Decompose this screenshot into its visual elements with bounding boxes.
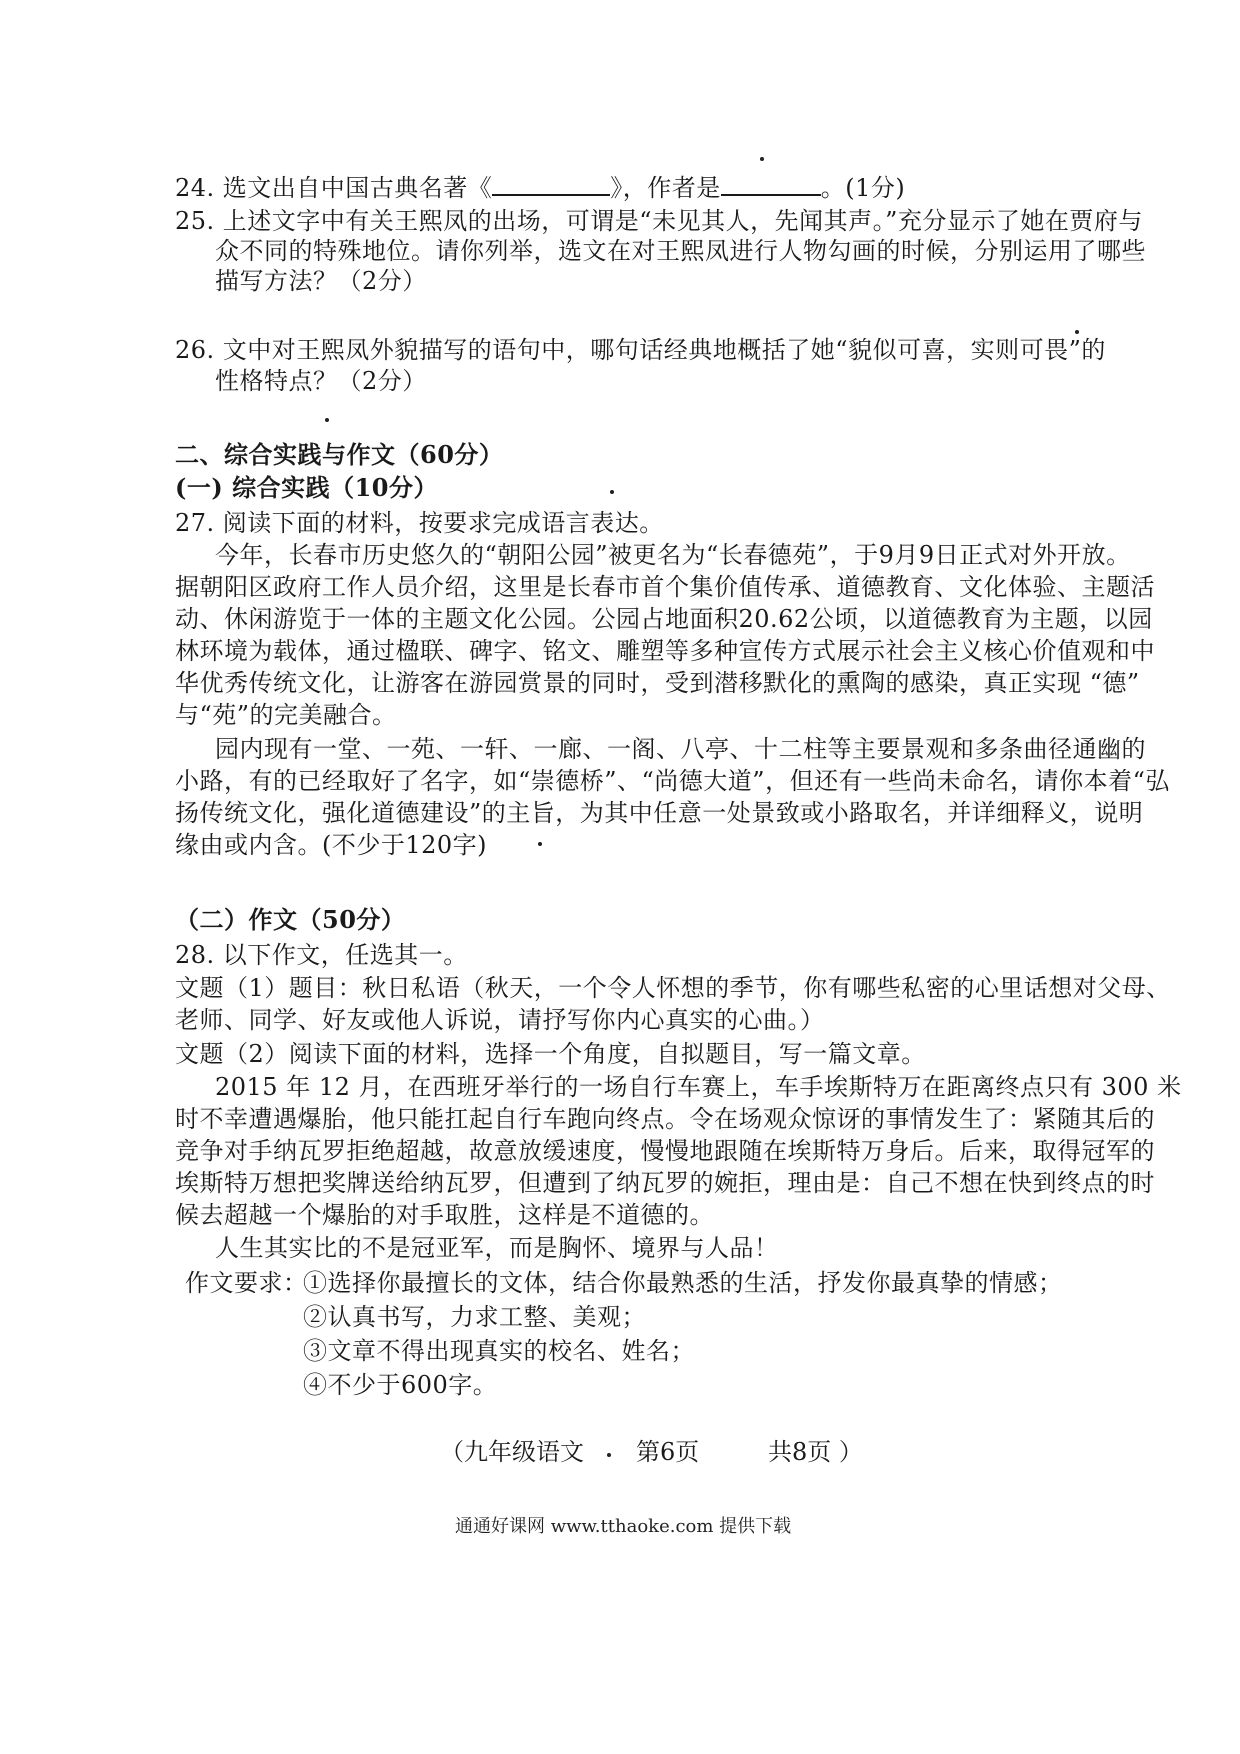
footer-subject: （九年级语文 (440, 1438, 584, 1466)
question-27-p2-line-3: 扬传统文化，强化道德建设”的主旨，为其中任意一处景致或小路取名，并详细释义，说明 (175, 799, 1144, 827)
answer-blank-book (492, 172, 610, 196)
question-26-line-2: 性格特点？（2分） (215, 367, 427, 395)
scan-speck (325, 418, 329, 422)
material-line-5: 候去超越一个爆胎的对手取胜，这样是不道德的。 (175, 1201, 714, 1229)
question-25-line-3: 描写方法？（2分） (215, 267, 427, 295)
material-line-4: 埃斯特万想把奖牌送给纳瓦罗，但遭到了纳瓦罗的婉拒，理由是：自己不想在快到终点的时 (175, 1169, 1155, 1197)
material-line-1: 2015 年 12 月，在西班牙举行的一场自行车赛上，车手埃斯特万在距离终点只有 300 米 (215, 1073, 1182, 1101)
requirement-1: ①选择你最擅长的文体，结合你最熟悉的生活，抒发你最真挚的情感； (303, 1269, 1063, 1297)
question-25-line-1: 25. 上述文字中有关王熙凤的出场，可谓是“未见其人，先闻其声。”充分显示了她在贾府与 (175, 207, 1143, 235)
requirement-2: ②认真书写，力求工整、美观； (303, 1303, 646, 1331)
material-line-6: 人生其实比的不是冠亚军，而是胸怀、境界与人品！ (215, 1234, 779, 1262)
question-27-p1-line-3: 动、休闲游览于一体的主题文化公园。公园占地面积20.62公顷，以道德教育为主题，以园 (175, 605, 1153, 633)
footer-total-pages: 共8页 ） (768, 1438, 863, 1466)
question-27-p2-line-4: 缘由或内含。(不少于120字) (175, 831, 488, 859)
watermark: 通通好课网 www.tthaoke.com 提供下载 (455, 1516, 792, 1537)
requirements-label: 作文要求： (185, 1269, 308, 1297)
question-27-prompt: 27. 阅读下面的材料，按要求完成语言表达。 (175, 509, 664, 537)
scan-speck (610, 490, 614, 494)
topic-1-line-2: 老师、同学、好友或他人诉说，请抒写你内心真实的心曲。） (175, 1006, 825, 1034)
answer-blank-author (721, 172, 821, 196)
question-27-p2-line-2: 小路，有的已经取好了名字，如“崇德桥”、“尚德大道”，但还有一些尚未命名，请你本着“弘 (175, 767, 1170, 795)
material-line-3: 竞争对手纳瓦罗拒绝超越，故意放缓速度，慢慢地跟随在埃斯特万身后。后来，取得冠军的 (175, 1137, 1155, 1165)
scan-speck (607, 1453, 611, 1457)
question-24 (175, 172, 905, 203)
question-27-p2-line-1: 园内现有一堂、一苑、一轩、一廊、一阁、八亭、十二柱等主要景观和多条曲径通幽的 (215, 735, 1146, 763)
question-27-p1-line-5: 华优秀传统文化，让游客在游园赏景的同时，受到潜移默化的熏陶的感染，真正实现 “德” (175, 669, 1140, 697)
scan-speck (1075, 330, 1079, 334)
question-24-mid: 》，作者是 (610, 174, 721, 202)
question-24-suffix: 。(1分) (820, 174, 906, 202)
part-2-title: （二）作文（50分） (175, 905, 406, 934)
question-27-p1-line-2: 据朝阳区政府工作人员介绍，这里是长春市首个集价值传承、道德教育、文化体验、主题活 (175, 573, 1155, 601)
question-27-p1-line-4: 林环境为载体，通过楹联、碑字、铭文、雕塑等多种宣传方式展示社会主义核心价值观和中 (175, 637, 1155, 665)
part-1-title: (一) 综合实践（10分） (175, 473, 438, 502)
requirement-3: ③文章不得出现真实的校名、姓名； (303, 1337, 695, 1365)
topic-1-line-1: 文题（1）题目：秋日私语（秋天，一个令人怀想的季节，你有哪些私密的心里话想对父母、 (175, 974, 1171, 1002)
material-line-2: 时不幸遭遇爆胎，他只能扛起自行车跑向终点。令在场观众惊讶的事情发生了：紧随其后的 (175, 1105, 1155, 1133)
scan-speck (760, 157, 764, 161)
question-28-prompt: 28. 以下作文，任选其一。 (175, 941, 468, 969)
topic-2-line-1: 文题（2）阅读下面的材料，选择一个角度，自拟题目，写一篇文章。 (175, 1040, 926, 1068)
section-2-title: 二、综合实践与作文（60分） (175, 440, 504, 469)
question-27-p1-line-6: 与“苑”的完美融合。 (175, 701, 397, 729)
requirement-4: ④不少于600字。 (303, 1371, 498, 1399)
footer-page-number: 第6页 (636, 1438, 700, 1466)
question-27-p1-line-1: 今年，长春市历史悠久的“朝阳公园”被更名为“长春德苑”，于9月9日正式对外开放。 (215, 541, 1131, 569)
question-26-line-1: 26. 文中对王熙凤外貌描写的语句中，哪句话经典地概括了她“貌似可喜，实则可畏”的 (175, 336, 1106, 364)
question-24-prefix: 24. 选文出自中国古典名著《 (175, 174, 493, 202)
scan-speck (538, 842, 542, 846)
question-25-line-2: 众不同的特殊地位。请你列举，选文在对王熙凤进行人物勾画的时候，分别运用了哪些 (215, 237, 1146, 265)
